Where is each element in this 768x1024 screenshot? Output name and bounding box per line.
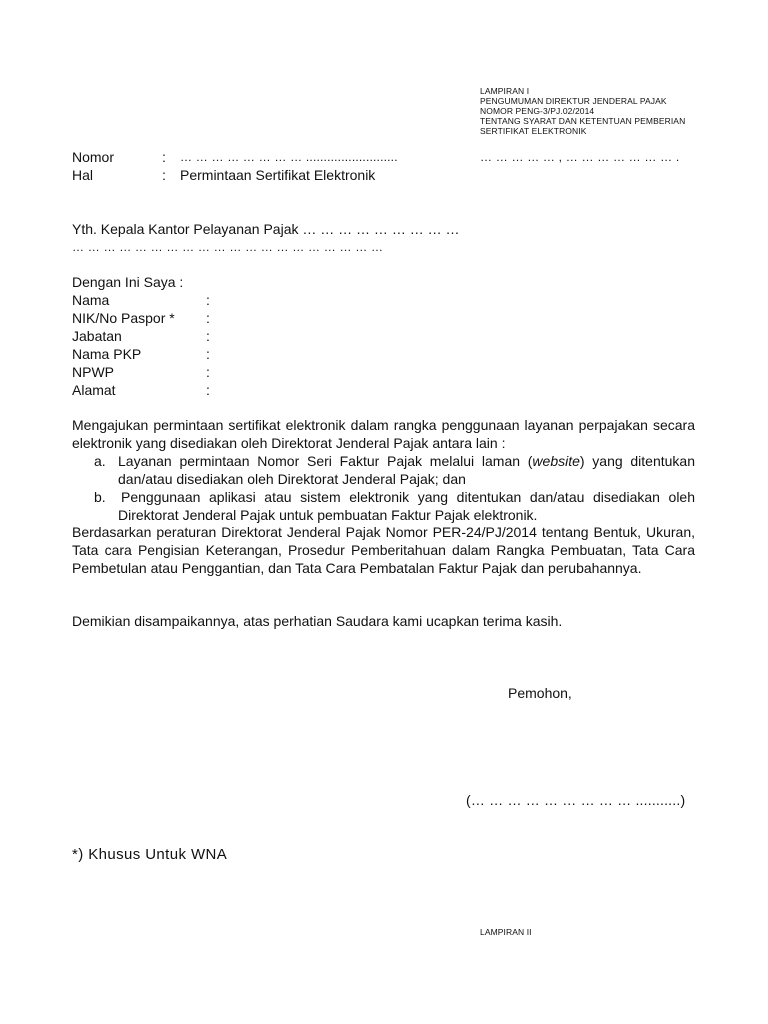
identity-intro: Dengan Ini Saya : — [72, 274, 184, 290]
field-colon: : — [206, 364, 210, 380]
field-colon: : — [206, 292, 210, 308]
header-line: TENTANG SYARAT DAN KETENTUAN PEMBERIAN — [480, 116, 686, 126]
hal-label: Hal — [72, 167, 94, 183]
request-paragraph: Mengajukan permintaan sertifikat elektronik dalam rangka penggunaan layanan perpajakan secara elektronik yang disediakan oleh Direktorat Jenderal Pajak antara lain : — [72, 417, 695, 451]
website-term: website — [532, 453, 580, 469]
signature-label: Pemohon, — [508, 685, 572, 701]
list-item-a — [118, 452, 695, 488]
list-marker-a: a. — [94, 453, 106, 469]
field-colon: : — [206, 346, 210, 362]
list-item-b: Penggunaan aplikasi atau sistem elektronik yang ditentukan dan/atau disediakan oleh Direktorat Jenderal Pajak untuk pembuatan Faktur Pajak elektronik. — [118, 489, 695, 523]
signature-name-placeholder: (… … … … … … … … … ...........) — [466, 792, 686, 808]
attachment-header — [480, 86, 685, 136]
place-date: … … … … … , … … … … … … … . — [480, 150, 680, 164]
header-line: LAMPIRAN I — [480, 86, 530, 96]
nomor-colon: : — [162, 149, 166, 165]
header-line: PENGUMUMAN DIREKTUR JENDERAL PAJAK — [480, 96, 667, 106]
field-colon: : — [206, 310, 210, 326]
closing-sentence: Demikian disampaikannya, atas perhatian Saudara kami ucapkan terima kasih. — [72, 613, 563, 629]
list-item-a-text: Layanan permintaan Nomor Seri Faktur Pajak melalui laman ( — [118, 453, 533, 469]
addressee-line: Yth. Kepala Kantor Pelayanan Pajak … … … … … … … … … — [72, 221, 460, 237]
field-label-alamat: Alamat — [72, 382, 116, 398]
footnote: *) Khusus Untuk WNA — [72, 846, 228, 863]
header-line: SERTIFIKAT ELEKTRONIK — [480, 126, 587, 136]
next-attachment-header: LAMPIRAN II — [480, 927, 532, 937]
addressee-line: … … … … … … … … … … … … … … … … … … … … — [72, 240, 384, 254]
hal-colon: : — [162, 167, 166, 183]
hal-value: Permintaan Sertifikat Elektronik — [180, 167, 376, 183]
header-line: NOMOR PENG-3/PJ.02/2014 — [480, 106, 595, 116]
field-colon: : — [206, 382, 210, 398]
field-label-nik: NIK/No Paspor * — [72, 310, 175, 326]
field-label-nama: Nama — [72, 292, 110, 308]
field-label-npwp: NPWP — [72, 364, 114, 380]
regulation-paragraph: Berdasarkan peraturan Direktorat Jenderal Pajak Nomor PER-24/PJ/2014 tentang Bentuk, Ukuran, Tata cara Pengisian Keterangan, Prosedur Pemberitahuan dalam Rangka Pembuatan, Tata Cara Pembetulan atau Penggantian, dan Tata Cara Pembatalan Faktur Pajak dan perubahannya. — [72, 524, 695, 576]
nomor-label: Nomor — [72, 149, 115, 165]
list-marker-b: b. — [94, 489, 106, 505]
nomor-value: … … … … … … … … .......................... — [180, 150, 398, 164]
field-colon: : — [206, 328, 210, 344]
list-item-a-text: ) yang ditentukan dan/atau disediakan oleh Direktorat Jenderal Pajak; dan — [118, 453, 695, 487]
field-label-jabatan: Jabatan — [72, 328, 122, 344]
field-label-nama-pkp: Nama PKP — [72, 346, 142, 362]
